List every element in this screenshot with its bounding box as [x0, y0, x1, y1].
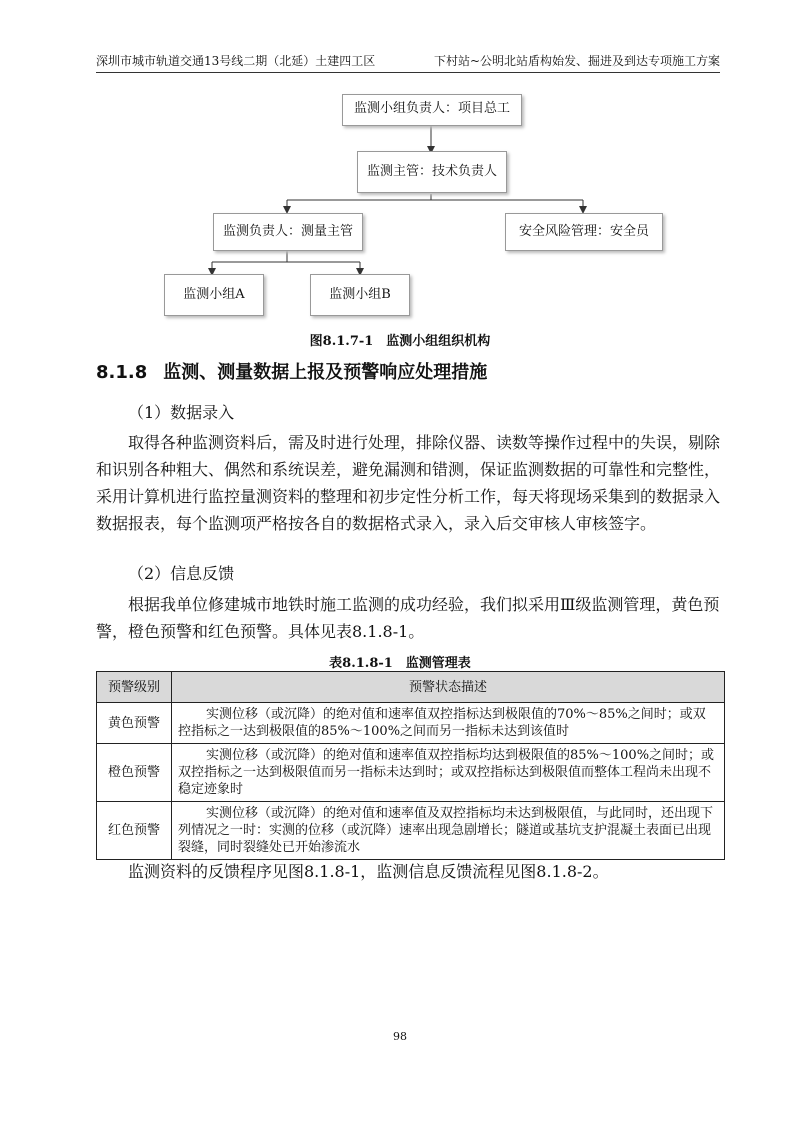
table-row — [97, 744, 725, 802]
table-row — [97, 802, 725, 860]
section-number: 8.1.8 — [96, 362, 148, 383]
section-title: 监测、测量数据上报及预警响应处理措施 — [163, 362, 488, 383]
section-heading — [96, 358, 487, 384]
table-cell-level: 黄色预警 — [97, 703, 172, 744]
table-header-desc: 预警状态描述 — [172, 672, 725, 703]
table-cell-desc: 实测位移（或沉降）的绝对值和速率值双控指标达到极限值的70%～85%之间时；或双控指标之一达到极限值的85%～100%之间而另一指标未达到该值时 — [172, 703, 725, 744]
table-cell-level: 红色预警 — [97, 802, 172, 860]
table-header-row — [97, 672, 725, 703]
org-box-surveying: 监测负责人：测量主管 — [213, 213, 363, 251]
table-cell-desc: 实测位移（或沉降）的绝对值和速率值双控指标均达到极限值的85%～100%之间时；或双控指标之一达到极限值而另一指标未达到时；或双控指标达到极限值而整体工程尚未出现不稳定迹象时 — [172, 744, 725, 802]
paragraph-feedback-refs: 监测资料的反馈程序见图8.1.8-1，监测信息反馈流程见图8.1.8-2。 — [128, 862, 609, 881]
monitoring-table — [96, 671, 725, 860]
paragraph-feedback: 根据我单位修建城市地铁时施工监测的成功经验，我们拟采用Ⅲ级监测管理，黄色预警，橙色预警和红色预警。具体见表8.1.8-1。 — [96, 595, 720, 641]
header-left-text: 深圳市城市轨道交通13号线二期（北延）土建四工区 — [96, 54, 376, 68]
table-header-level: 预警级别 — [97, 672, 172, 703]
table-caption: 表8.1.8-1 监测管理表 — [329, 656, 471, 671]
org-box-group-a: 监测小组A — [164, 274, 264, 316]
figure-caption: 图8.1.7-1 监测小组组织机构 — [309, 334, 491, 349]
org-box-level1: 监测小组负责人：项目总工 — [342, 94, 522, 126]
subheading-data-entry: （1）数据录入 — [128, 403, 235, 422]
table-row — [97, 703, 725, 744]
org-box-level2: 监测主管：技术负责人 — [357, 151, 507, 193]
table-cell-level: 橙色预警 — [97, 744, 172, 802]
table-cell-desc: 实测位移（或沉降）的绝对值和速率值及双控指标均未达到极限值，与此同时，还出现下列情况之一时：实测的位移（或沉降）速率出现急剧增长；隧道或基坑支护混凝土表面已出现裂缝，同时裂缝处已开始渗流水 — [172, 802, 725, 860]
page-number: 98 — [393, 1030, 407, 1043]
org-box-group-b: 监测小组B — [310, 274, 410, 316]
header-right-text: 下村站~公明北站盾构始发、掘进及到达专项施工方案 — [433, 54, 720, 68]
paragraph-data-entry: 取得各种监测资料后，需及时进行处理，排除仪器、读数等操作过程中的失误，剔除和识别各种粗大、偶然和系统误差，避免漏测和错测，保证监测数据的可靠性和完整性，采用计算机进行监控量测资料的整理和初步定性分析工作，每天将现场采集到的数据录入数据报表，每个监测项严格按各自的数据格式录入，录入后交审核人审核签字。 — [96, 433, 721, 533]
org-box-safety: 安全风险管理：安全员 — [505, 213, 663, 251]
org-chart — [0, 0, 800, 330]
subheading-feedback: （2）信息反馈 — [128, 564, 235, 583]
